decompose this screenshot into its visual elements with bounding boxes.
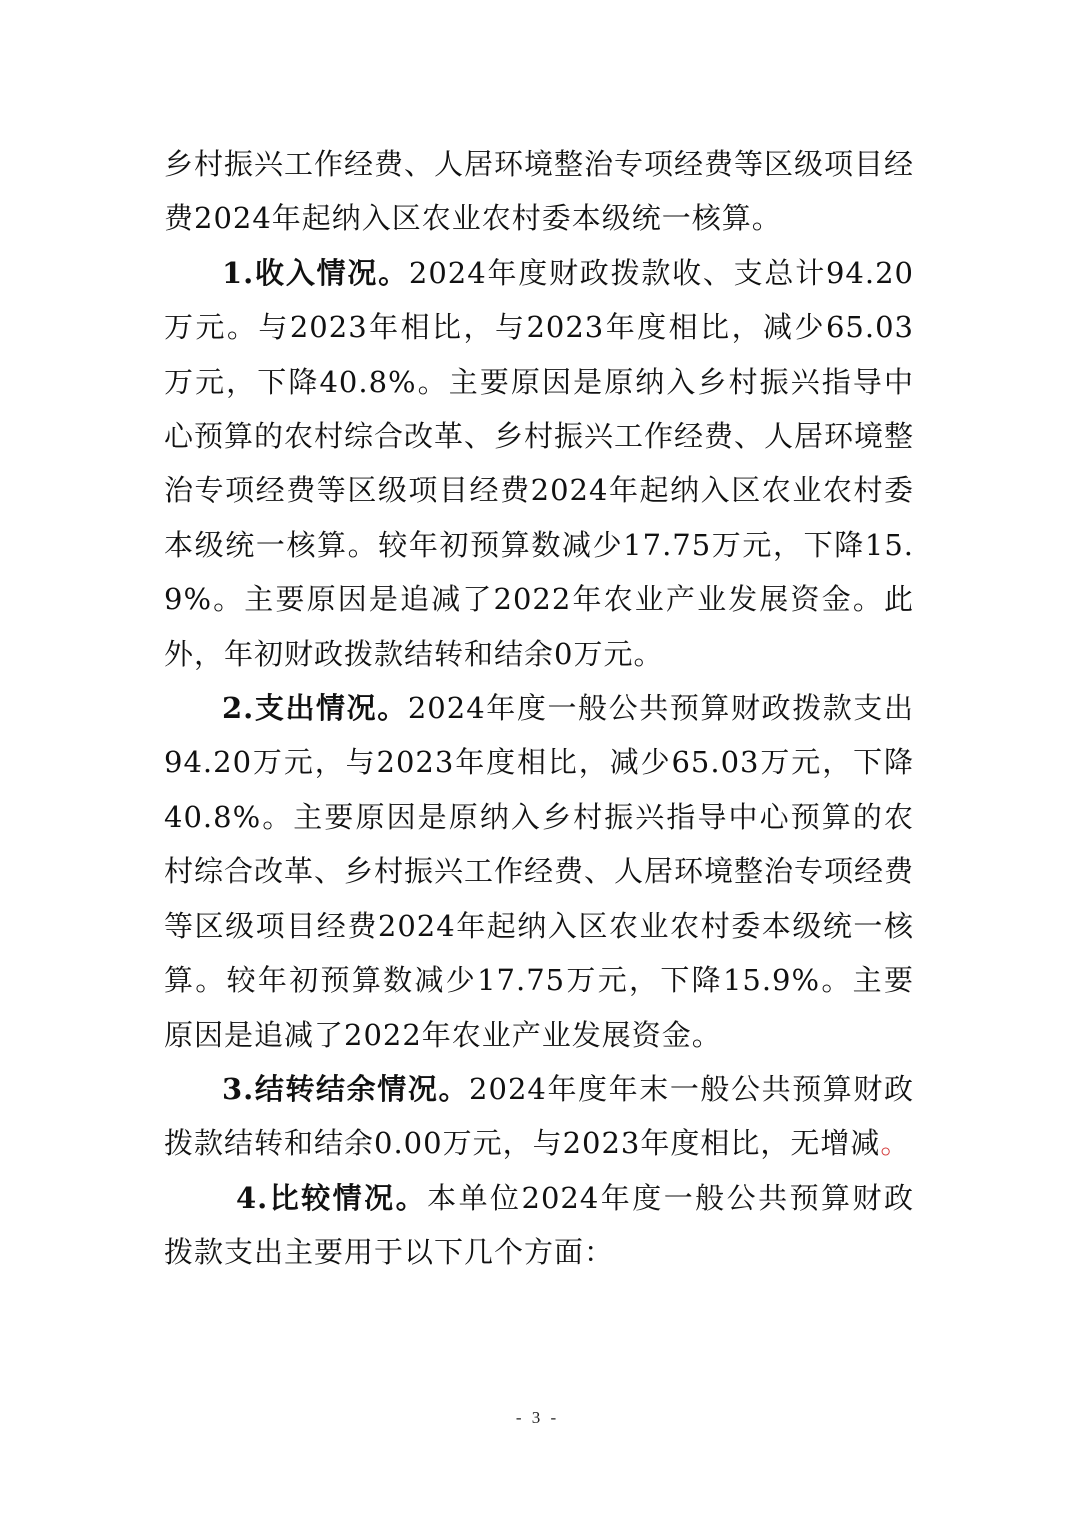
income-heading: 1.收入情况。 <box>222 255 409 290</box>
carryover-text: 2024年度年末一般公共预算财政拨款结转和结余0.00万元，与2023年度相比，无增减 <box>164 1071 914 1161</box>
document-body <box>164 137 914 1280</box>
paragraph-carryover <box>164 1062 914 1171</box>
paragraph-continued <box>164 137 914 246</box>
income-text: 2024年度财政拨款收、支总计94.20万元。与2023年相比，与2023年度相比，减少65.03万元，下降40.8%。主要原因是原纳入乡村振兴指导中心预算的农村综合改革、乡村振兴工作经费、人居环境整治专项经费等区级项目经费2024年起纳入区农业农村委本级统一核算。较年初预算数减少17.75万元，下降15.9%。主要原因是追减了2022年农业产业发展资金。此外，年初财政拨款结转和结余0万元。 <box>164 255 915 671</box>
paragraph-text: 乡村振兴工作经费、人居环境整治专项经费等区级项目经费2024年起纳入区农业农村委本级统一核算。 <box>164 147 915 236</box>
comparison-heading: 4.比较情况。 <box>236 1180 428 1215</box>
comparison-text: 本单位2024年度一般公共预算财政拨款支出主要用于以下几个方面： <box>164 1180 914 1270</box>
expenditure-text: 2024年度一般公共预算财政拨款支出94.20万元，与2023年度相比，减少65.03万元，下降40.8%。主要原因是原纳入乡村振兴指导中心预算的农村综合改革、乡村振兴工作经费、人居环境整治专项经费等区级项目经费2024年起纳入区农业农村委本级统一核算。较年初预算数减少17.75万元，下降15.9%。主要原因是追减了2022年农业产业发展资金。 <box>164 691 915 1052</box>
carryover-tail-mark: 。 <box>880 1126 911 1161</box>
paragraph-comparison <box>164 1171 914 1280</box>
expenditure-heading: 2.支出情况。 <box>222 691 408 726</box>
paragraph-expenditure <box>164 681 914 1062</box>
page-number: - 3 - <box>515 1408 560 1427</box>
carryover-heading: 3.结转结余情况。 <box>222 1071 470 1106</box>
paragraph-income <box>164 246 914 681</box>
